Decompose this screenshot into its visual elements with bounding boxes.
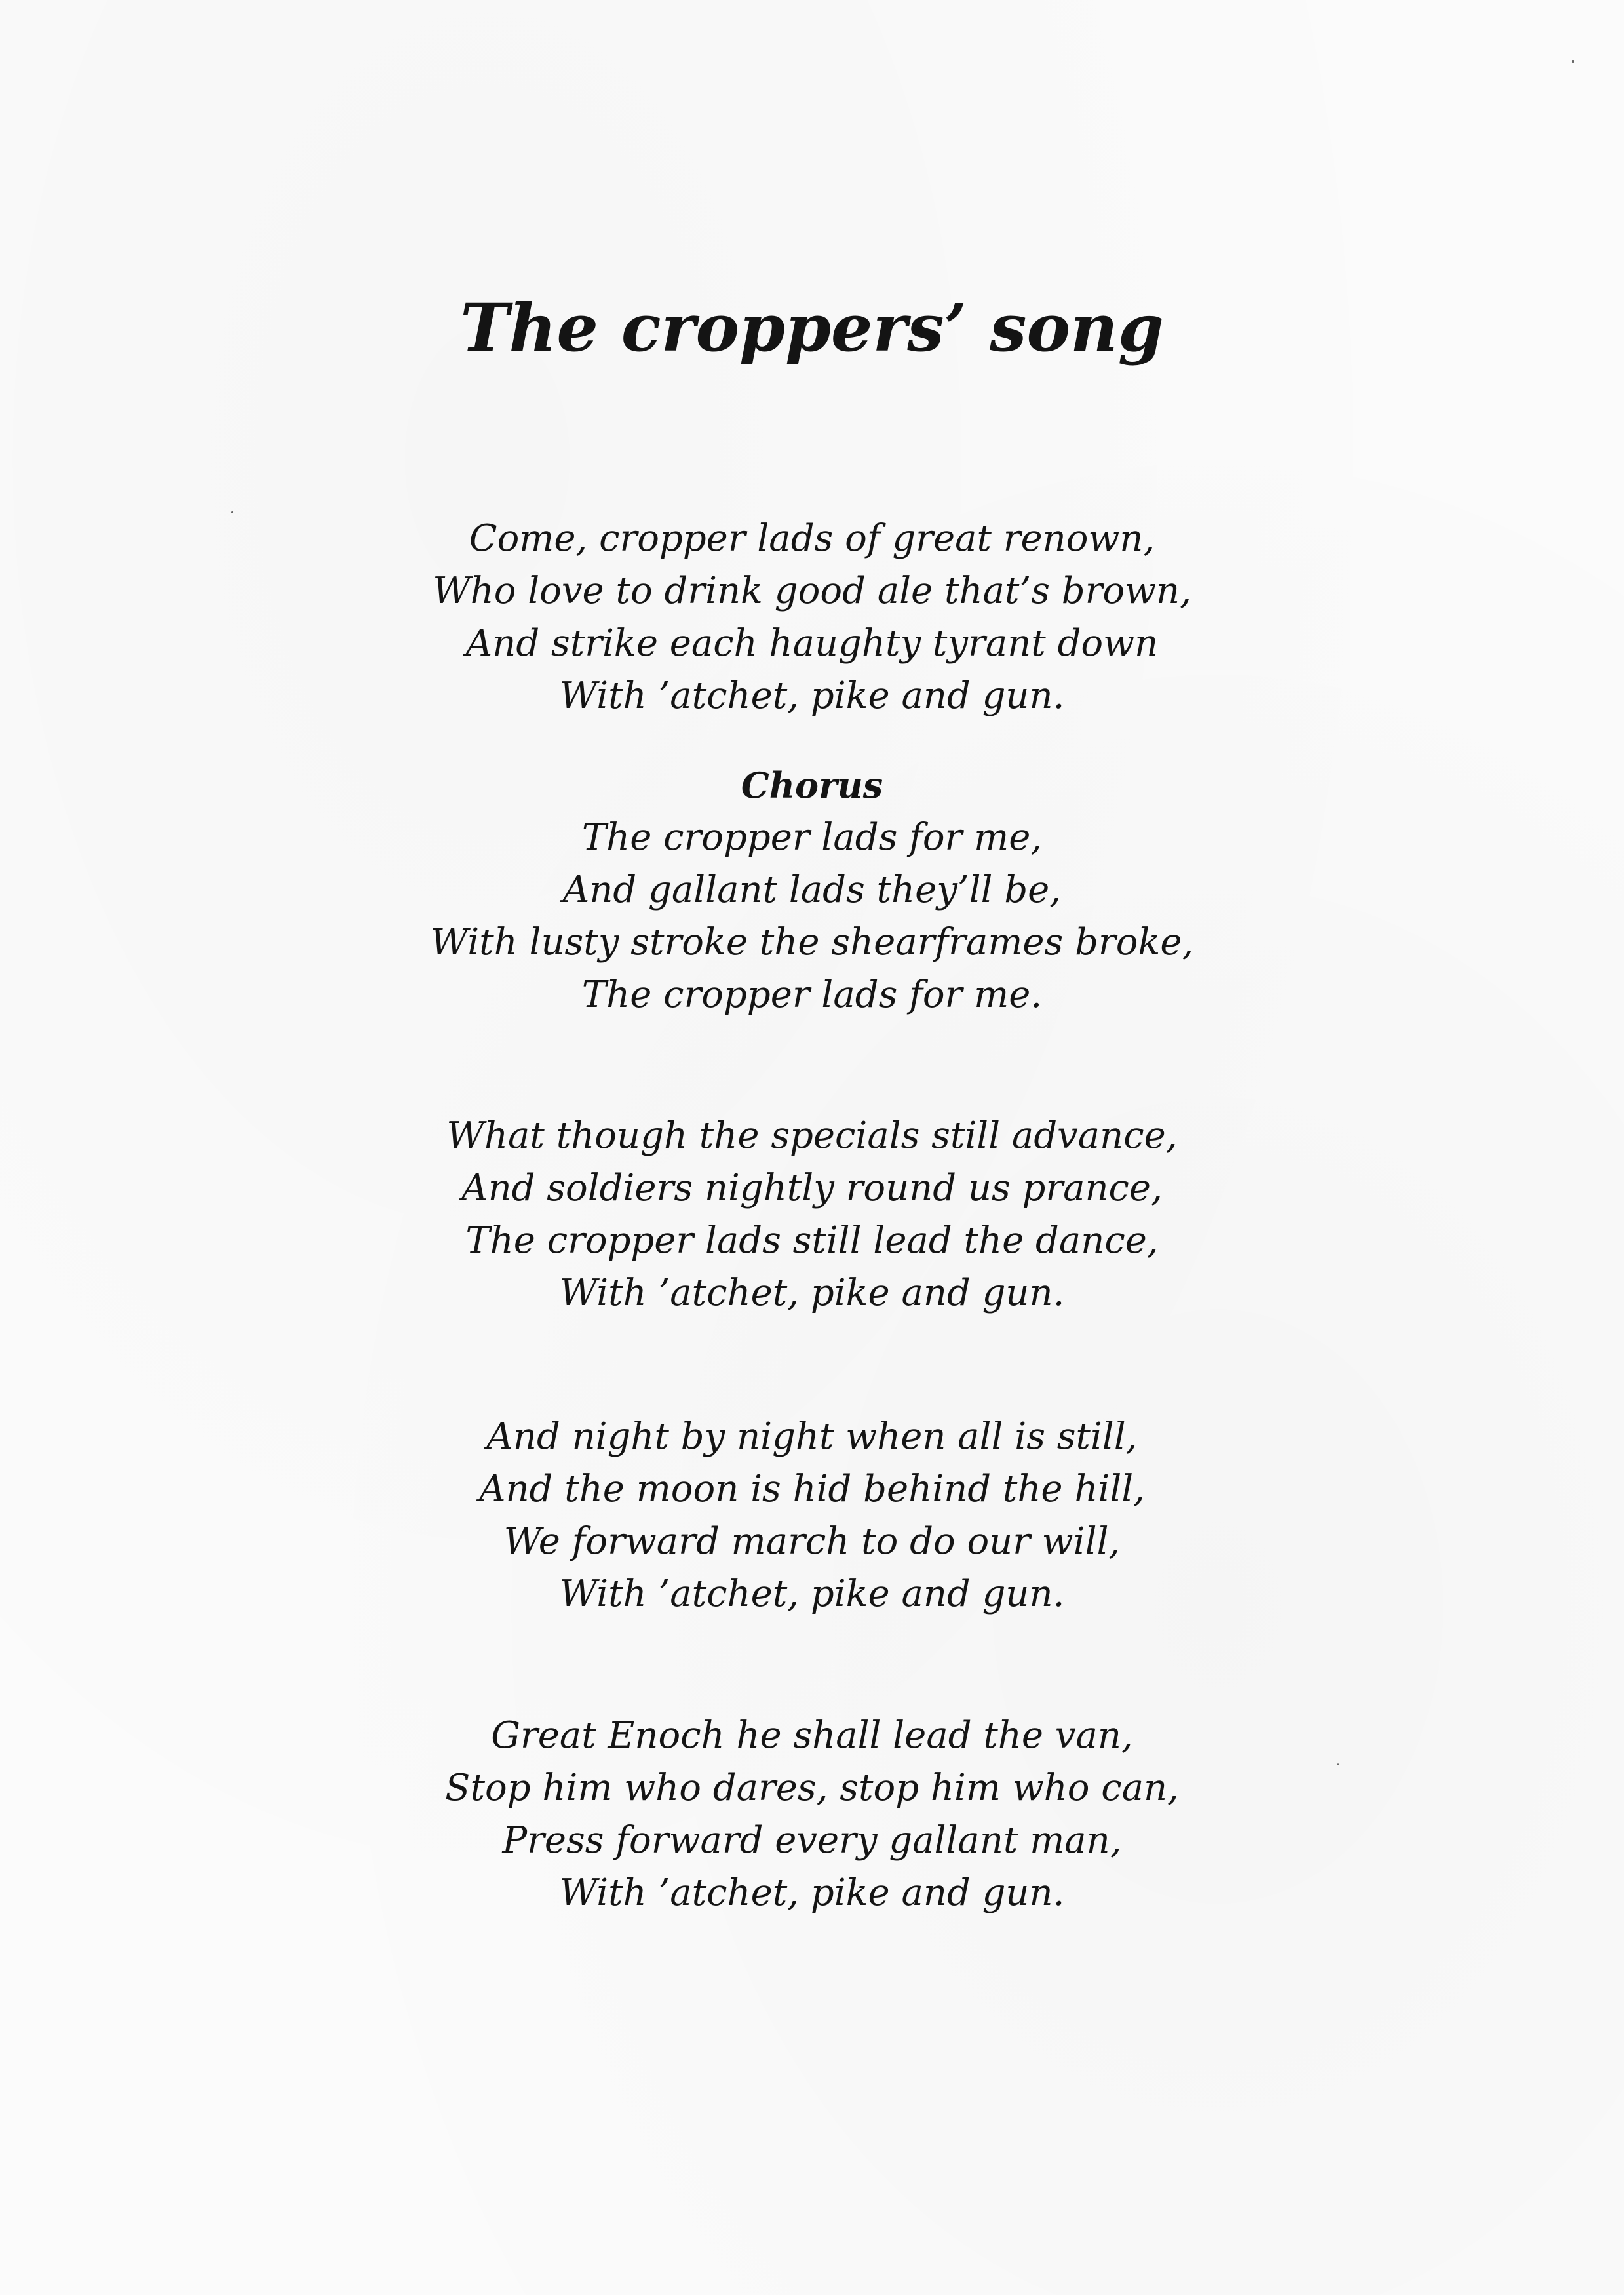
stanza-3	[0, 1411, 1624, 1620]
chorus-line: The cropper lads for me,	[581, 816, 1043, 859]
stanza-line: And soldiers nightly round us prance,	[461, 1167, 1163, 1209]
stanza-line: With ’atchet, pike and gun.	[559, 1272, 1065, 1314]
chorus-heading: Chorus	[741, 764, 883, 806]
stanza-line: Stop him who dares, stop him who can,	[445, 1767, 1179, 1809]
stanza-4	[0, 1710, 1624, 1919]
chorus	[0, 759, 1624, 1021]
chorus-line: With lusty stroke the shearframes broke,	[430, 921, 1194, 964]
chorus-line: The cropper lads for me.	[581, 973, 1043, 1016]
stanza-line: With ’atchet, pike and gun.	[559, 1573, 1065, 1615]
stanza-line: And night by night when all is still,	[486, 1415, 1138, 1458]
stanza-line: The cropper lads still lead the dance,	[465, 1219, 1159, 1262]
stanza-line: With ’atchet, pike and gun.	[559, 675, 1065, 717]
paper-speck	[231, 511, 233, 513]
stanza-line: Great Enoch he shall lead the van,	[491, 1714, 1133, 1757]
stanza-line: Press forward every gallant man,	[502, 1819, 1122, 1862]
chorus-line: And gallant lads they’ll be,	[562, 869, 1062, 911]
stanza-1	[0, 513, 1624, 722]
paper-speck	[1337, 1763, 1339, 1765]
stanza-line: And strike each haughty tyrant down	[465, 622, 1159, 665]
paper-speck	[1572, 60, 1574, 63]
stanza-line: Come, cropper lads of great renown,	[469, 517, 1155, 560]
stanza-line: Who love to drink good ale that’s brown,	[433, 570, 1191, 612]
stanza-line: With ’atchet, pike and gun.	[559, 1872, 1065, 1914]
stanza-line: We forward march to do our will,	[503, 1520, 1121, 1563]
stanza-2	[0, 1110, 1624, 1320]
stanza-line: And the moon is hid behind the hill,	[479, 1468, 1145, 1510]
song-title: The croppers’ song	[460, 289, 1164, 366]
stanza-line: What though the specials still advance,	[446, 1114, 1178, 1157]
